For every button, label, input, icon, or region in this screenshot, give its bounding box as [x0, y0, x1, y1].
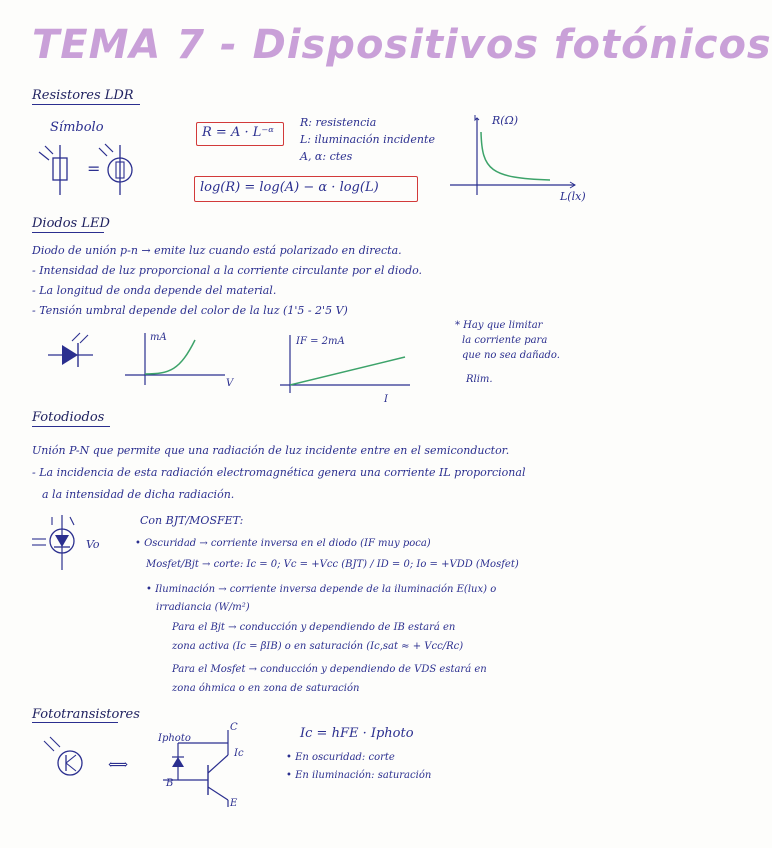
- photodiode-dark-1: • Oscuridad → corriente inversa en el diodo (IF muy poca): [135, 538, 431, 549]
- phototransistor-heading-underline: [32, 722, 118, 723]
- photodiode-with-label: Con BJT/MOSFET:: [140, 514, 244, 527]
- photodiode-light-3: Para el Bjt → conducción y dependiendo de IB estará en: [172, 622, 456, 633]
- photodiode-light-1: • Iluminación → corriente inversa depende de la iluminación E(lux) o: [146, 584, 497, 595]
- photodiode-vo-label: Vo: [86, 538, 100, 551]
- led-line-2: - Intensidad de luz proporcional a la corriente circulante por el diodo.: [32, 264, 423, 277]
- ldr-formula: R = A · L⁻ᵅ: [202, 125, 274, 140]
- photodiode-heading-underline: [32, 426, 110, 427]
- phototransistor-e-label: E: [230, 798, 238, 809]
- photodiode-light-6: zona óhmica o en zona de saturación: [172, 683, 360, 694]
- led-line-3: - La longitud de onda depende del material.: [32, 284, 277, 297]
- led-iv-y-label: mA: [150, 332, 167, 343]
- page-title: TEMA 7 - Dispositivos fotónicos: [32, 22, 772, 68]
- svg-text:⟺: ⟺: [108, 757, 129, 773]
- led-diode-icon: [48, 335, 98, 375]
- led-heading-underline: [32, 232, 104, 233]
- ldr-graph-y-label: R(Ω): [492, 114, 518, 127]
- photodiode-light-5: Para el Mosfet → conducción y dependiendo de VDS estará en: [172, 664, 487, 675]
- ldr-symbol-icon: [35, 140, 145, 200]
- photodiode-light-2: irradiancia (W/m²): [156, 602, 250, 613]
- led-line-4: - Tensión umbral depende del color de la luz (1'5 - 2'5 V): [32, 304, 348, 317]
- led-iv-graph: [120, 330, 230, 390]
- phototransistor-iphoto-label: Iphoto: [158, 733, 191, 744]
- photodiode-dark-2: Mosfet/Bjt → corte: Ic = 0; Vc = +Vcc (BJT) / ID = 0; Io = +VDD (Mosfet): [146, 559, 519, 570]
- phototransistor-bullet-2: • En iluminación: saturación: [286, 770, 432, 781]
- phototransistor-heading: Fototransistores: [32, 707, 140, 722]
- led-linear-x-label: I: [384, 394, 388, 405]
- led-note-2: la corriente para: [462, 335, 548, 346]
- ldr-heading: Resistores LDR: [32, 88, 134, 103]
- phototransistor-ic-label: Ic: [234, 748, 244, 759]
- phototransistor-symbol-icon: [40, 735, 160, 790]
- phototransistor-b-label: B: [166, 778, 174, 789]
- ldr-heading-underline: [32, 104, 140, 105]
- photodiode-line-2: - La incidencia de esta radiación electromagnética genera una corriente IL proporcional: [32, 466, 526, 479]
- led-note-4: Rlim.: [466, 374, 493, 385]
- ldr-graph-x-label: L(lx): [560, 190, 586, 203]
- svg-text:=: =: [87, 159, 101, 178]
- ldr-def-r: R: resistencia: [300, 116, 377, 129]
- led-iv-x-label: V: [226, 378, 234, 389]
- ldr-log-formula: log(R) = log(A) − α · log(L): [200, 180, 379, 195]
- ldr-def-a: A, α: ctes: [300, 150, 353, 163]
- photodiode-line-3: a la intensidad de dicha radiación.: [42, 488, 235, 501]
- photodiode-light-4: zona activa (Ic = βIB) o en saturación (Ic,sat ≈ + Vcc/Rc): [172, 641, 464, 652]
- led-note-3: que no sea dañado.: [462, 350, 560, 361]
- led-note-1: * Hay que limitar: [455, 320, 543, 331]
- photodiode-line-1: Unión P-N que permite que una radiación de luz incidente entre en el semiconductor.: [32, 444, 510, 457]
- ldr-def-l: L: iluminación incidente: [300, 133, 435, 146]
- led-line-1: Diodo de unión p-n → emite luz cuando está polarizado en directa.: [32, 244, 402, 257]
- led-heading: Diodos LED: [32, 216, 110, 231]
- photodiode-heading: Fotodiodos: [32, 410, 105, 425]
- ldr-symbol-label: Símbolo: [50, 120, 104, 135]
- led-linear-label: IF = 2mA: [296, 336, 345, 347]
- phototransistor-c-label: C: [230, 722, 238, 733]
- phototransistor-bullet-1: • En oscuridad: corte: [286, 752, 395, 763]
- phototransistor-equation: Ic = hFE · Iphoto: [300, 726, 414, 741]
